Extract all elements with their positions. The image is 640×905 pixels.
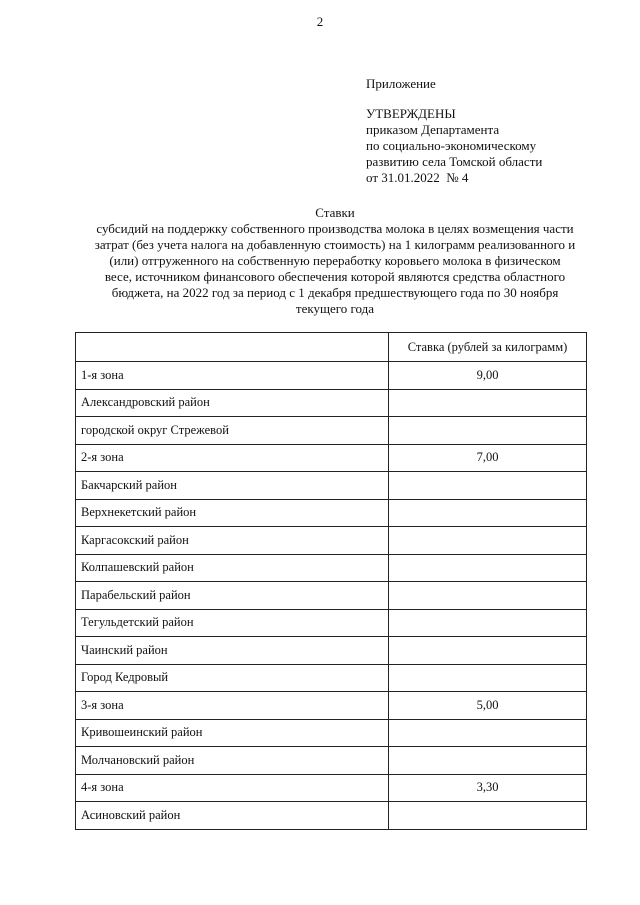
approved-label: УТВЕРЖДЕНЫ xyxy=(366,106,456,121)
rate-cell xyxy=(389,472,587,500)
table-row xyxy=(76,527,587,555)
rate-cell: 7,00 xyxy=(389,444,587,472)
title-line-5: бюджета, на 2022 год за период с 1 декабря предшествующего года по 30 ноября xyxy=(111,285,559,300)
region-cell: Колпашевский район xyxy=(76,554,389,582)
annex-label: Приложение xyxy=(366,76,436,91)
rate-cell xyxy=(389,747,587,775)
region-cell: 4-я зона xyxy=(76,774,389,802)
table-row xyxy=(76,417,587,445)
approval-line-4: от 31.01.2022 № 4 xyxy=(366,170,469,185)
table-row xyxy=(76,747,587,775)
region-cell: 2-я зона xyxy=(76,444,389,472)
table-row xyxy=(76,554,587,582)
region-cell: Кривошеинский район xyxy=(76,719,389,747)
region-cell: Парабельский район xyxy=(76,582,389,610)
rate-cell xyxy=(389,527,587,555)
table-row xyxy=(76,362,587,390)
title-heading: Ставки xyxy=(315,205,355,220)
table-row xyxy=(76,444,587,472)
title-line-4: весе, источником финансового обеспечения которой являются средства областного xyxy=(104,269,566,284)
region-cell: городской округ Стрежевой xyxy=(76,417,389,445)
approval-line-1: приказом Департамента xyxy=(366,122,500,137)
table-row xyxy=(76,582,587,610)
rate-cell xyxy=(389,609,587,637)
rate-cell xyxy=(389,719,587,747)
region-cell: Асиновский район xyxy=(76,802,389,830)
approval-line-2: по социально-экономическому xyxy=(366,138,537,153)
table-header-row xyxy=(76,333,587,362)
rate-cell xyxy=(389,664,587,692)
table-row xyxy=(76,609,587,637)
rate-cell: 9,00 xyxy=(389,362,587,390)
page-number: 2 xyxy=(316,14,324,29)
region-cell: Молчановский район xyxy=(76,747,389,775)
region-cell: Александровский район xyxy=(76,389,389,417)
table-row xyxy=(76,499,587,527)
region-cell: Каргасокский район xyxy=(76,527,389,555)
region-cell: Верхнекетский район xyxy=(76,499,389,527)
region-cell: 1-я зона xyxy=(76,362,389,390)
title-line-6: текущего года xyxy=(295,301,375,316)
region-cell: 3-я зона xyxy=(76,692,389,720)
region-cell: Город Кедровый xyxy=(76,664,389,692)
rates-table xyxy=(75,332,587,830)
table-row xyxy=(76,472,587,500)
region-cell: Бакчарский район xyxy=(76,472,389,500)
table-row xyxy=(76,802,587,830)
rate-cell xyxy=(389,582,587,610)
title-line-1: субсидий на поддержку собственного производства молока в целях возмещения части xyxy=(96,221,574,236)
rate-cell: 3,30 xyxy=(389,774,587,802)
header-rate-cell: Ставка (рублей за килограмм) xyxy=(389,333,587,362)
title-line-2: затрат (без учета налога на добавленную стоимость) на 1 килограмм реализованного и xyxy=(94,237,576,252)
region-cell: Чаинский район xyxy=(76,637,389,665)
table-row xyxy=(76,664,587,692)
rate-cell xyxy=(389,554,587,582)
rate-cell xyxy=(389,499,587,527)
table-row xyxy=(76,637,587,665)
rate-cell: 5,00 xyxy=(389,692,587,720)
region-cell: Тегульдетский район xyxy=(76,609,389,637)
table-row xyxy=(76,389,587,417)
table-row xyxy=(76,719,587,747)
rate-cell xyxy=(389,389,587,417)
table-row xyxy=(76,774,587,802)
table-row xyxy=(76,692,587,720)
document-title xyxy=(70,205,600,317)
approval-block xyxy=(366,76,542,186)
rate-cell xyxy=(389,802,587,830)
title-line-3: (или) отгруженного на собственную переработку коровьего молока в физическом xyxy=(109,253,561,268)
rate-cell xyxy=(389,417,587,445)
rate-cell xyxy=(389,637,587,665)
header-name-cell xyxy=(76,333,389,362)
approval-line-3: развитию села Томской области xyxy=(366,154,543,169)
